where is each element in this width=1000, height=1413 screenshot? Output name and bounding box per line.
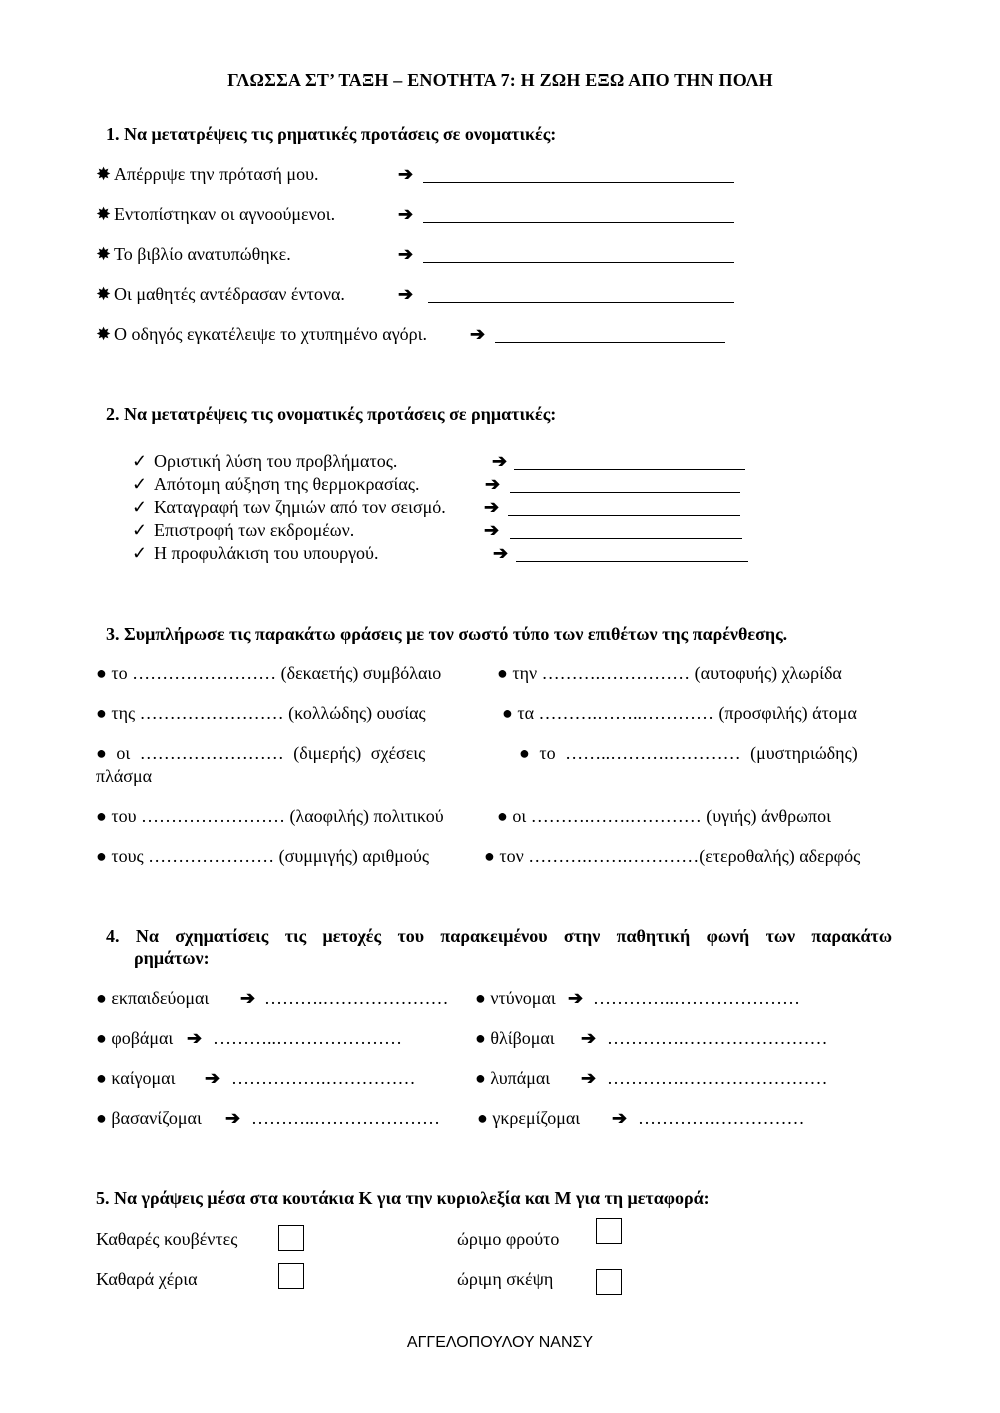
q5-phrase-4: ώριμη σκέψη [457, 1269, 554, 1289]
q2-item-text: Η προφυλάκιση του υπουργού. [154, 543, 379, 563]
q2-item-1 [132, 451, 397, 472]
question-4-heading-cont: ρημάτων: [134, 948, 210, 968]
right-arrow-icon: ➔ [205, 1068, 221, 1088]
q3-phrase-left-5: ● τους ………………… (συμμιγής) αριθμούς [96, 846, 429, 866]
q1-item-2 [96, 204, 335, 225]
q2-answer-line-3[interactable] [508, 499, 740, 516]
q4-answer-left-2[interactable]: ………..………………… [213, 1028, 402, 1048]
q1-item-text: Ο οδηγός εγκατέλειψε το χτυπημένο αγόρι. [114, 324, 428, 344]
right-arrow-icon: ➔ [484, 520, 500, 540]
star-bullet-icon: ✸ [96, 164, 112, 184]
right-arrow-icon: ➔ [612, 1108, 628, 1128]
author-footer: ΑΓΓΕΛΟΠΟΥΛΟΥ ΝΑΝΣΥ [406, 1334, 594, 1351]
right-arrow-icon: ➔ [485, 474, 501, 494]
q4-answer-right-1[interactable]: …………..………………… [593, 988, 800, 1008]
q4-verb-left-3: ● καίγομαι [96, 1068, 176, 1088]
q3-phrase-right-4: ● οι ……….…….………… (υγιής) άνθρωποι [497, 806, 831, 826]
question-4-heading: 4. Να σχηματίσεις τις μετοχές του παρακειμένου στην παθητική φωνή των παρακάτω [106, 926, 892, 946]
right-arrow-icon: ➔ [240, 988, 256, 1008]
q4-answer-left-4[interactable]: ………..………………… [251, 1108, 440, 1128]
question-3-heading: 3. Συμπλήρωσε τις παρακάτω φράσεις με τον σωστό τύπο των επιθέτων της παρένθεσης. [106, 624, 788, 644]
check-icon: ✓ [132, 520, 148, 540]
q1-item-5 [96, 324, 427, 345]
q4-verb-right-1: ● ντύνομαι [475, 988, 556, 1008]
star-bullet-icon: ✸ [96, 284, 112, 304]
q4-answer-left-3[interactable]: …………….…………… [231, 1068, 416, 1088]
q3-phrase-right-5: ● τον ……….…….…………(ετεροθαλής) αδερφός [484, 846, 861, 866]
q2-item-3 [132, 497, 446, 518]
q5-answer-box-3[interactable] [278, 1263, 304, 1289]
right-arrow-icon: ➔ [398, 244, 414, 264]
q2-answer-line-4[interactable] [510, 522, 742, 539]
q3-phrase-right-1: ● την ……….…………… (αυτοφυής) χλωρίδα [497, 663, 842, 683]
q4-verb-left-1: ● εκπαιδεύομαι [96, 988, 210, 1008]
q1-answer-line-2[interactable] [423, 206, 734, 223]
q2-item-text: Καταγραφή των ζημιών από τον σεισμό. [154, 497, 446, 517]
q2-item-text: Επιστροφή των εκδρομέων. [154, 520, 355, 540]
q4-verb-right-4: ● γκρεμίζομαι [477, 1108, 581, 1128]
right-arrow-icon: ➔ [187, 1028, 203, 1048]
right-arrow-icon: ➔ [568, 988, 584, 1008]
q4-verb-right-2: ● θλίβομαι [475, 1028, 555, 1048]
q1-item-text: Απέρριψε την πρότασή μου. [114, 164, 319, 184]
right-arrow-icon: ➔ [493, 543, 509, 563]
q2-answer-line-2[interactable] [510, 476, 740, 493]
right-arrow-icon: ➔ [225, 1108, 241, 1128]
q1-answer-line-1[interactable] [423, 166, 734, 183]
right-arrow-icon: ➔ [398, 204, 414, 224]
right-arrow-icon: ➔ [398, 284, 414, 304]
right-arrow-icon: ➔ [581, 1028, 597, 1048]
q1-item-text: Οι μαθητές αντέδρασαν έντονα. [114, 284, 345, 304]
q2-item-5 [132, 543, 378, 564]
q2-answer-line-5[interactable] [516, 545, 748, 562]
question-2-heading: 2. Να μετατρέψεις τις ονοματικές προτάσεις σε ρηματικές: [106, 404, 557, 424]
check-icon: ✓ [132, 451, 148, 471]
right-arrow-icon: ➔ [492, 451, 508, 471]
right-arrow-icon: ➔ [398, 164, 414, 184]
q2-item-text: Απότομη αύξηση της θερμοκρασίας. [154, 474, 420, 494]
q3-phrase-right-3: ● το ……..……….………… (μυστηριώδης) [519, 743, 858, 763]
q1-answer-line-3[interactable] [423, 246, 734, 263]
q4-verb-right-3: ● λυπάμαι [475, 1068, 551, 1088]
q4-answer-right-3[interactable]: ………….…………………… [607, 1068, 828, 1088]
star-bullet-icon: ✸ [96, 204, 112, 224]
q3-phrase-left-4: ● του …………………… (λαοφιλής) πολιτικού [96, 806, 444, 826]
q1-item-1 [96, 164, 318, 185]
q1-item-4 [96, 284, 345, 305]
q5-phrase-2: ώριμο φρούτο [457, 1229, 560, 1249]
q3-phrase-left-2: ● της …………………… (κολλώδης) ουσίας [96, 703, 426, 723]
q1-answer-line-5[interactable] [495, 326, 725, 343]
right-arrow-icon: ➔ [470, 324, 486, 344]
q2-item-2 [132, 474, 419, 495]
q1-item-3 [96, 244, 291, 265]
star-bullet-icon: ✸ [96, 244, 112, 264]
star-bullet-icon: ✸ [96, 324, 112, 344]
q1-answer-line-4[interactable] [428, 286, 734, 303]
q1-item-text: Το βιβλίο ανατυπώθηκε. [114, 244, 291, 264]
q3-phrase-left-1: ● το …………………… (δεκαετής) συμβόλαιο [96, 663, 442, 683]
q3-wrapped-word: πλάσμα [96, 766, 153, 786]
page-title: ΓΛΩΣΣΑ ΣΤ’ ΤΑΞΗ – ΕΝΟΤΗΤΑ 7: Η ΖΩΗ ΕΞΩ ΑΠΟ ΤΗΝ ΠΟΛΗ [227, 70, 773, 90]
right-arrow-icon: ➔ [581, 1068, 597, 1088]
q5-phrase-3: Καθαρά χέρια [96, 1269, 198, 1289]
question-1-heading: 1. Να μετατρέψεις τις ρηματικές προτάσεις σε ονοματικές: [106, 124, 557, 144]
q2-item-4 [132, 520, 354, 541]
right-arrow-icon: ➔ [484, 497, 500, 517]
q5-answer-box-4[interactable] [596, 1269, 622, 1295]
q5-answer-box-1[interactable] [278, 1225, 304, 1251]
q4-answer-left-1[interactable]: ……….………………… [264, 988, 449, 1008]
q5-phrase-1: Καθαρές κουβέντες [96, 1229, 238, 1249]
q2-item-text: Οριστική λύση του προβλήματος. [154, 451, 398, 471]
q4-verb-left-4: ● βασανίζομαι [96, 1108, 202, 1128]
q5-answer-box-2[interactable] [596, 1218, 622, 1244]
q4-verb-left-2: ● φοβάμαι [96, 1028, 174, 1048]
q4-answer-right-4[interactable]: ………….…………… [638, 1108, 805, 1128]
q1-item-text: Εντοπίστηκαν οι αγνοούμενοι. [114, 204, 336, 224]
check-icon: ✓ [132, 497, 148, 517]
q4-answer-right-2[interactable]: ………….…………………… [607, 1028, 828, 1048]
check-icon: ✓ [132, 474, 148, 494]
q3-phrase-left-3: ● οι …………………… (διμερής) σχέσεις [96, 743, 426, 763]
q3-phrase-right-2: ● τα ……….……..………… (προσφιλής) άτομα [502, 703, 857, 723]
check-icon: ✓ [132, 543, 148, 563]
question-5-heading: 5. Να γράψεις μέσα στα κουτάκια Κ για την κυριολεξία και Μ για τη μεταφορά: [96, 1188, 710, 1208]
q2-answer-line-1[interactable] [514, 453, 745, 470]
